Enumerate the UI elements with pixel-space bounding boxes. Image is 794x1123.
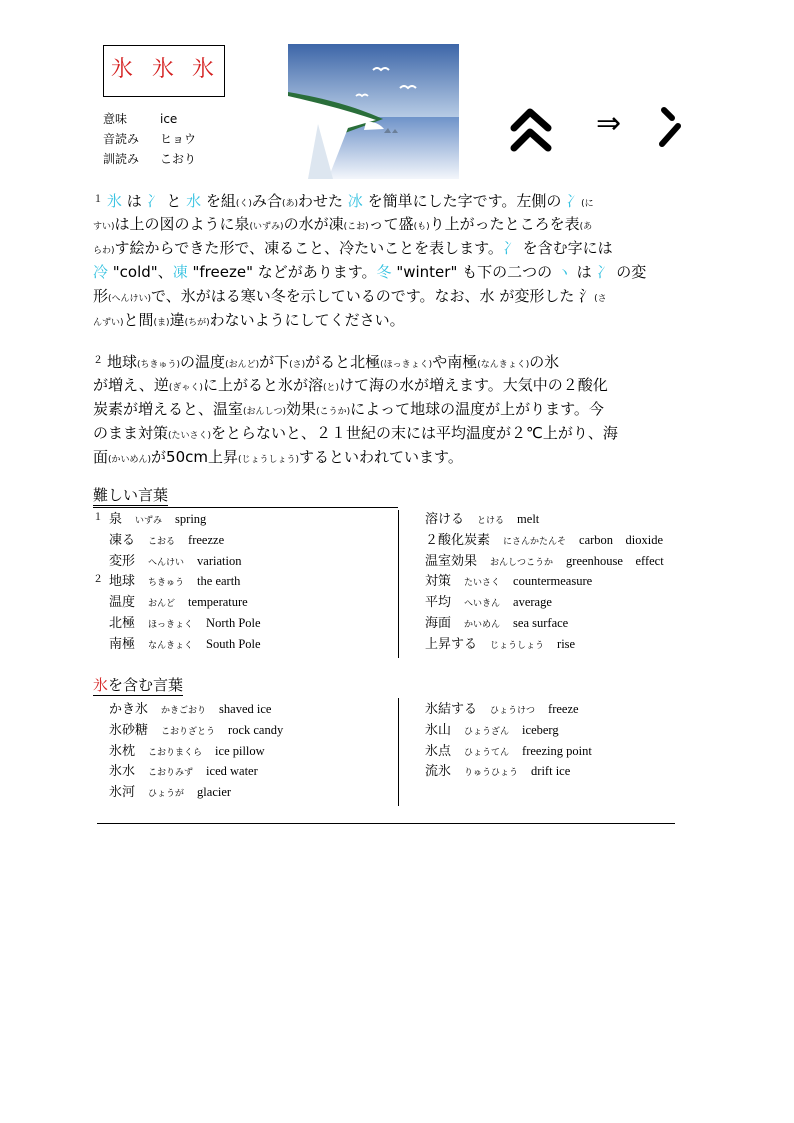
text-run: 地球	[107, 353, 138, 371]
text-run: は	[122, 192, 147, 210]
furigana: (く)	[235, 199, 252, 209]
paragraph-line	[93, 349, 708, 373]
furigana: (たいさく)	[168, 431, 212, 441]
vocab-reading: とける	[477, 516, 505, 526]
paragraph-line	[93, 445, 708, 469]
vocab-row	[425, 638, 575, 651]
furigana: んずい)	[93, 318, 124, 328]
furigana: (に	[581, 199, 594, 209]
paragraph-line	[93, 236, 708, 260]
vocab-entry	[109, 534, 224, 547]
text-run: を簡単にした字です。左側の	[362, 192, 567, 210]
furigana: (ぎゃく)	[168, 383, 203, 393]
vocab-entry	[425, 533, 663, 548]
vocab-row	[425, 534, 663, 547]
furigana: (じょうしょう)	[238, 455, 300, 465]
paragraph-2	[93, 349, 708, 469]
vocab-english: rock candy	[228, 722, 284, 737]
text-run: わないようにしてください。	[209, 311, 405, 329]
text-run: り上がったところを表	[429, 215, 580, 233]
vocab-word: 地球	[109, 574, 136, 590]
vocab-reading: こおる	[148, 536, 176, 547]
text-run: の氷	[529, 353, 560, 371]
text-run: が増え、逆	[93, 376, 169, 394]
text-run: が50cm上昇	[151, 448, 238, 466]
vocab-entry	[425, 512, 539, 527]
vocab-word: 海面	[425, 616, 452, 631]
vocab-word: 氷砂糖	[109, 722, 149, 738]
paragraph-1	[93, 188, 708, 332]
vocab-entry	[109, 513, 206, 526]
vocab-word: 対策	[425, 574, 452, 590]
vocab-reading: こおりまくら	[148, 747, 203, 758]
furigana: (いずみ)	[249, 222, 284, 232]
paragraph-line	[93, 260, 708, 284]
kanji-forms-box	[103, 45, 225, 97]
text-run: 面	[93, 448, 109, 466]
vocab-entry	[425, 554, 664, 569]
vocab-english: spring	[175, 512, 207, 526]
vocab-english: melt	[517, 512, 540, 526]
vocab-english: freeze	[548, 702, 579, 716]
vocab-reading: ひょうてん	[464, 747, 510, 758]
vocab-row	[425, 617, 568, 630]
highlighted-kanji: 冰	[347, 192, 363, 210]
furigana: (ほっきょく)	[380, 360, 433, 370]
vocab-entry	[109, 617, 261, 630]
vocab-english: variation	[197, 553, 242, 568]
vocab-reading: こおりざとう	[161, 726, 216, 737]
seaside-cliff-illustration	[288, 44, 459, 179]
furigana: (かいめん)	[108, 455, 152, 465]
difficult-words-rule	[93, 507, 398, 508]
vocab-word: 泉	[109, 512, 123, 527]
vocab-english: rise	[557, 636, 576, 651]
vocab-english: sea surface	[513, 616, 569, 630]
vocab-word: 氷結する	[425, 702, 478, 717]
furigana: (こお)	[343, 222, 369, 232]
highlighted-kanji: 冫	[502, 239, 518, 257]
kunyomi-label: 訓読み	[103, 152, 140, 166]
vocab-english: iced water	[206, 764, 258, 779]
vocab-reading: こおりみず	[148, 768, 194, 779]
vocab-entry	[109, 596, 248, 609]
vocab-english: shaved ice	[219, 702, 272, 716]
vocab-reading: なんきょく	[148, 640, 194, 651]
furigana: (こうか)	[316, 407, 351, 417]
vocab-row	[425, 575, 592, 588]
text-run: "freeze" などがあります。	[187, 263, 377, 281]
text-run: をとらないと、２１世紀の末には平均温度が２℃上がり、海	[211, 424, 618, 442]
vocab-english: ice pillow	[215, 743, 265, 758]
vocab-reading: ちきゅう	[148, 578, 185, 589]
text-run: と	[161, 192, 187, 210]
furigana: (さ)	[289, 360, 306, 370]
vocab-entry	[425, 595, 552, 610]
vocab-entry	[109, 703, 271, 716]
vocab-word: 氷河	[109, 785, 136, 801]
highlighted-kanji: 氷	[107, 192, 123, 210]
vocab-word: 北極	[109, 616, 136, 631]
vocab-english: North Pole	[206, 616, 261, 630]
highlighted-kanji: 冫	[566, 192, 582, 210]
vocab-word: 凍る	[109, 532, 136, 548]
text-run: の水が凍	[283, 215, 344, 233]
paragraph-line	[93, 188, 708, 212]
vocab-word: ２酸化炭素	[425, 532, 491, 548]
vocab-english: freezing point	[522, 743, 592, 758]
paragraph-line	[93, 397, 708, 421]
vocab-entry	[425, 574, 592, 589]
vocab-entry	[425, 723, 559, 738]
furigana: (なんきょく)	[477, 360, 530, 370]
furigana: (も)	[413, 222, 430, 232]
ice-radical-modern-glyph	[656, 104, 686, 154]
vocab-reading: へいきん	[464, 599, 501, 610]
vocab-word: 氷点	[425, 743, 452, 759]
vocab-reading: かきごおり	[161, 706, 207, 716]
vocab-row	[425, 745, 592, 758]
furigana: (おんしつ)	[243, 407, 287, 417]
highlighted-kanji: 冫	[596, 263, 612, 281]
vocab-english: glacier	[197, 785, 232, 800]
paragraph-line	[93, 308, 708, 332]
vocab-reading: おんしつこうか	[490, 557, 554, 568]
text-run: 炭素が増えると、温室	[93, 400, 244, 418]
paragraph-number: ２	[93, 355, 103, 366]
vocab-english: freezze	[188, 532, 225, 547]
highlighted-kanji: 冫	[146, 192, 162, 210]
vocab-row	[425, 513, 539, 526]
text-run: を含む字には	[517, 239, 613, 257]
vocab-entry	[109, 555, 241, 568]
vocab-row	[425, 555, 664, 568]
vocab-english: the earth	[197, 574, 241, 589]
vocab-word: 南極	[109, 636, 136, 652]
vocab-reading: おんど	[148, 599, 176, 610]
vocab-english: iceberg	[522, 722, 559, 737]
furigana: (おんど)	[225, 360, 260, 370]
vocab-entry	[109, 724, 283, 737]
text-run: は	[571, 263, 597, 281]
ice-words-heading-kanji: 氷	[93, 676, 109, 694]
vocab-entry	[425, 764, 570, 779]
vocab-row	[425, 703, 579, 716]
text-run: や南極	[432, 353, 478, 371]
ice-words-divider	[398, 698, 399, 806]
paragraph-line	[93, 421, 708, 445]
furigana: (へんけい)	[108, 294, 152, 304]
bottom-rule	[97, 823, 675, 824]
meaning-value: ice	[160, 112, 178, 126]
vocab-row	[425, 596, 552, 609]
vocab-reading: じょうしょう	[490, 640, 545, 651]
highlighted-kanji: 冬	[376, 263, 392, 281]
vocab-row	[425, 765, 570, 778]
vocab-word: 氷枕	[109, 743, 136, 759]
furigana: (ちが)	[184, 318, 210, 328]
vocab-entry	[109, 765, 258, 778]
vocab-word: 流氷	[425, 764, 452, 780]
text-run: の変	[611, 263, 647, 281]
vocab-english: countermeasure	[513, 574, 593, 589]
vocab-reading: へんけい	[148, 557, 185, 568]
vocab-reading: ひょうざん	[464, 726, 510, 737]
furigana: (あ	[579, 222, 593, 232]
furigana: らわ)	[93, 246, 115, 256]
text-run: わせた	[298, 192, 348, 210]
text-run: けて海の水が増えます。大気中の２酸化	[338, 376, 608, 394]
vocab-number: １	[93, 512, 103, 523]
vocab-entry	[109, 786, 231, 799]
vocab-entry	[109, 575, 240, 588]
text-run: 形	[93, 287, 109, 305]
text-run: み合	[251, 192, 282, 210]
vocab-reading: にさんかたんそ	[503, 536, 567, 547]
kunyomi-value: こおり	[160, 152, 197, 166]
vocab-entry	[109, 745, 265, 758]
vocab-english: drift ice	[531, 764, 571, 779]
text-run: が下	[259, 353, 290, 371]
text-run: って盛	[368, 215, 414, 233]
meaning-label: 意味	[103, 112, 128, 126]
furigana: すい)	[93, 222, 115, 232]
furigana: (ま)	[153, 318, 170, 328]
text-run: を組	[201, 192, 236, 210]
vocab-english: greenhouse effect	[566, 553, 664, 568]
vocab-word: 温度	[109, 595, 136, 611]
difficult-words-heading: 難しい言葉	[93, 486, 169, 504]
evolution-arrow: ⇒	[596, 106, 622, 141]
text-run: がると北極	[305, 353, 381, 371]
text-run: の温度	[180, 353, 226, 371]
highlighted-kanji: 凍	[172, 263, 188, 281]
text-run: す絵からできた形で、凍ること、冷たいことを表します。	[114, 239, 503, 257]
vocab-number: ２	[93, 574, 103, 586]
vocab-word: かき氷	[109, 702, 149, 717]
furigana: (と)	[322, 383, 339, 393]
vocab-entry	[425, 637, 575, 652]
text-run: と間	[123, 311, 154, 329]
highlighted-kanji: 冷	[93, 263, 109, 281]
difficult-words-divider	[398, 510, 399, 658]
vocab-reading: たいさく	[464, 578, 501, 589]
vocab-reading: ほっきょく	[148, 620, 194, 630]
text-run: は上の図のように泉	[114, 215, 250, 233]
text-run: するといわれています。	[299, 448, 463, 466]
paragraph-line	[93, 212, 708, 236]
text-run: のまま対策	[93, 424, 169, 442]
ice-radical-ancient-glyph	[510, 104, 552, 154]
vocab-reading: いずみ	[135, 516, 163, 526]
vocab-english: South Pole	[206, 636, 261, 651]
paragraph-number: １	[93, 194, 103, 205]
vocab-word: 平均	[425, 595, 452, 611]
vocab-reading: ひょうが	[148, 789, 185, 800]
vocab-word: 上昇する	[425, 636, 478, 652]
paragraph-line	[93, 284, 708, 308]
vocab-reading: ひょうけつ	[490, 706, 536, 716]
furigana: (ちきゅう)	[137, 360, 181, 370]
text-run: 違	[169, 311, 185, 329]
vocab-english: temperature	[188, 595, 248, 610]
vocab-word: 溶ける	[425, 512, 465, 527]
vocab-word: 氷山	[425, 722, 452, 738]
vocab-word: 氷水	[109, 764, 136, 780]
furigana: (さ	[594, 294, 607, 304]
vocab-row	[425, 724, 559, 737]
vocab-entry	[425, 744, 592, 759]
paragraph-line	[93, 373, 708, 397]
text-run: で、氷がはる寒い冬を示しているのです。なお、水 が変形した 氵	[151, 287, 595, 305]
vocab-word: 温室効果	[425, 553, 478, 569]
vocab-reading: かいめん	[464, 620, 501, 630]
vocab-english: average	[513, 595, 552, 610]
text-run: "winter" も下の二つの	[391, 263, 557, 281]
vocab-english: carbon dioxide	[579, 532, 664, 547]
vocab-word: 変形	[109, 553, 136, 569]
kanji-form-1: 氷	[111, 57, 134, 82]
text-run: 効果	[286, 400, 317, 418]
text-run: "cold"、	[108, 263, 173, 281]
kanji-form-3: 氷	[192, 57, 215, 82]
vocab-reading: りゅうひょう	[464, 768, 519, 779]
kanji-form-2: 氷	[152, 57, 175, 82]
ice-words-heading-rest: を含む言葉	[108, 676, 184, 694]
vocab-entry	[109, 638, 261, 651]
vocab-entry	[425, 616, 568, 631]
vocab-entry	[425, 702, 579, 717]
highlighted-kanji: 水	[186, 192, 202, 210]
onyomi-label: 音読み	[103, 132, 140, 146]
ice-words-heading	[93, 678, 183, 696]
text-run: によって地球の温度が上がります。今	[350, 400, 604, 418]
text-run: に上がると氷が溶	[202, 376, 323, 394]
highlighted-kanji: ヽ	[556, 263, 572, 281]
onyomi-value: ヒョウ	[160, 132, 197, 146]
furigana: (あ)	[281, 199, 298, 209]
